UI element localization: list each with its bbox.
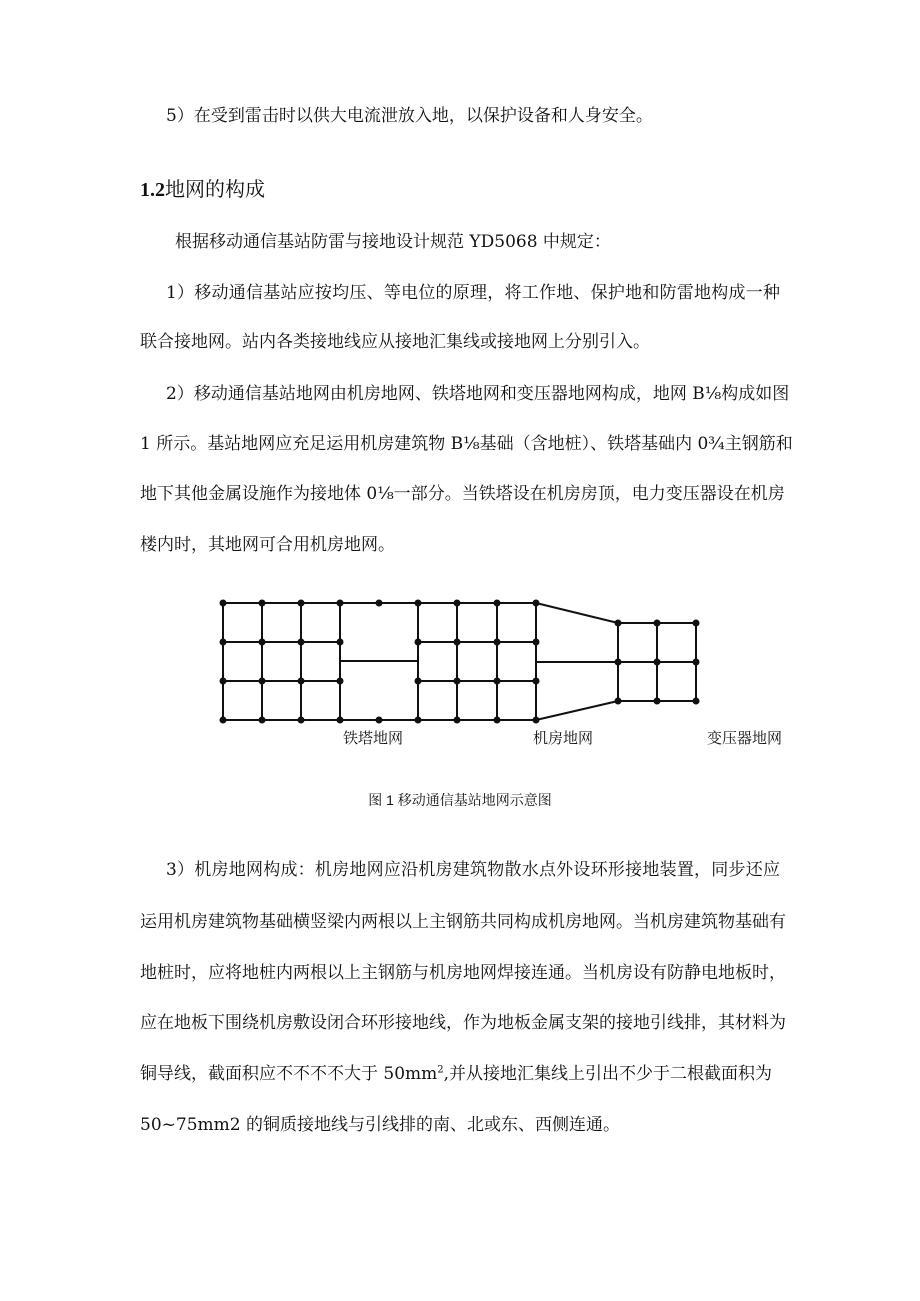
grid-node — [337, 717, 344, 724]
grid-node — [693, 659, 700, 666]
grid-node — [693, 620, 700, 627]
grid-node — [220, 639, 227, 646]
tower-grid-label: 铁塔地网 — [343, 729, 404, 747]
item-3-line-6: 50~75mm2 的铜质接地线与引线排的南、北或东、西侧连通。 — [140, 1115, 620, 1135]
item-3-line-5-a: 铜导线，截面积应不不不不大于 50mm — [140, 1064, 438, 1084]
item-3-line-3: 地桩时，应将地桩内两根以上主钢筋与机房地网焊接连通。当机房设有防静电地板时， — [140, 963, 786, 983]
connector-line — [536, 701, 618, 720]
grid-node — [298, 639, 305, 646]
grid-node — [693, 698, 700, 705]
grid-node — [654, 620, 661, 627]
grid-node — [494, 678, 501, 685]
grid-node — [615, 659, 622, 666]
grid-node — [615, 698, 622, 705]
grid-node — [654, 659, 661, 666]
item-1-line-1: 1）移动通信基站应按均压、等电位的原理，将工作地、保护地和防雷地构成一种 — [166, 283, 780, 303]
grid-node — [337, 678, 344, 685]
grid-node — [298, 678, 305, 685]
item-3-line-2: 运用机房建筑物基础横竖梁内两根以上主钢筋共同构成机房地网。当机房建筑物基础有 — [140, 912, 786, 932]
grid-node — [259, 600, 266, 607]
grid-node — [220, 717, 227, 724]
room-grid-label: 机房地网 — [533, 729, 594, 747]
grid-node — [337, 600, 344, 607]
grid-node — [337, 639, 344, 646]
intro-paragraph: 根据移动通信基站防雷与接地设计规范 YD5068 中规定： — [175, 232, 611, 252]
grid-node — [259, 678, 266, 685]
item-3-line-4: 应在地板下围绕机房敷设闭合环形接地线，作为地板金属支架的接地引线排，其材料为 — [140, 1013, 786, 1033]
grid-node — [454, 678, 461, 685]
grid-node — [615, 620, 622, 627]
grid-node — [454, 639, 461, 646]
grid-node — [533, 639, 540, 646]
grid-node — [376, 717, 383, 724]
grid-node — [494, 639, 501, 646]
grid-node — [298, 717, 305, 724]
grid-node — [454, 600, 461, 607]
item-3-line-5-b: ,并从接地汇集线上引出不少于二根截面积为 — [443, 1064, 773, 1084]
grid-node — [533, 600, 540, 607]
grid-node — [415, 717, 422, 724]
grid-node — [454, 717, 461, 724]
grid-node — [259, 639, 266, 646]
grid-node — [220, 678, 227, 685]
grid-node — [654, 698, 661, 705]
item-3-line-1: 3）机房地网构成：机房地网应沿机房建筑物散水点外设环形接地装置，同步还应 — [166, 860, 780, 880]
grid-node — [494, 600, 501, 607]
grid-node — [259, 717, 266, 724]
squared-superscript: 2 — [437, 1064, 444, 1076]
figure-caption: 图 1 移动通信基站地网示意图 — [368, 792, 552, 808]
item-2-line-3: 地下其他金属设施作为接地体 0⅛一部分。当铁塔设在机房房顶，电力变压器设在机房 — [140, 484, 785, 504]
item-2-line-4: 楼内时，其地网可合用机房地网。 — [140, 535, 395, 555]
grid-node — [415, 678, 422, 685]
grid-node — [376, 600, 383, 607]
item-2-line-1: 2）移动通信基站地网由机房地网、铁塔地网和变压器地网构成，地网 B⅛构成如图 — [166, 384, 790, 404]
grid-node — [298, 600, 305, 607]
section-title: 地网的构成 — [165, 177, 265, 201]
grid-node — [415, 639, 422, 646]
grid-node — [494, 717, 501, 724]
grid-node — [415, 600, 422, 607]
grid-node — [533, 717, 540, 724]
item-5: 5）在受到雷击时以供大电流泄放入地，以保护设备和人身安全。 — [166, 106, 653, 126]
item-1-line-2: 联合接地网。站内各类接地线应从接地汇集线或接地网上分别引入。 — [140, 332, 650, 352]
section-number: 1.2 — [140, 179, 165, 201]
grid-node — [533, 678, 540, 685]
item-2-line-2: 1 所示。基站地网应充足运用机房建筑物 B⅛基础（含地桩）、铁塔基础内 0¾主钢筋和 — [140, 434, 793, 454]
item-3-line-5 — [140, 1062, 780, 1086]
connector-line — [536, 603, 618, 623]
transformer-grid-label: 变压器地网 — [707, 729, 783, 747]
grid-node — [220, 600, 227, 607]
